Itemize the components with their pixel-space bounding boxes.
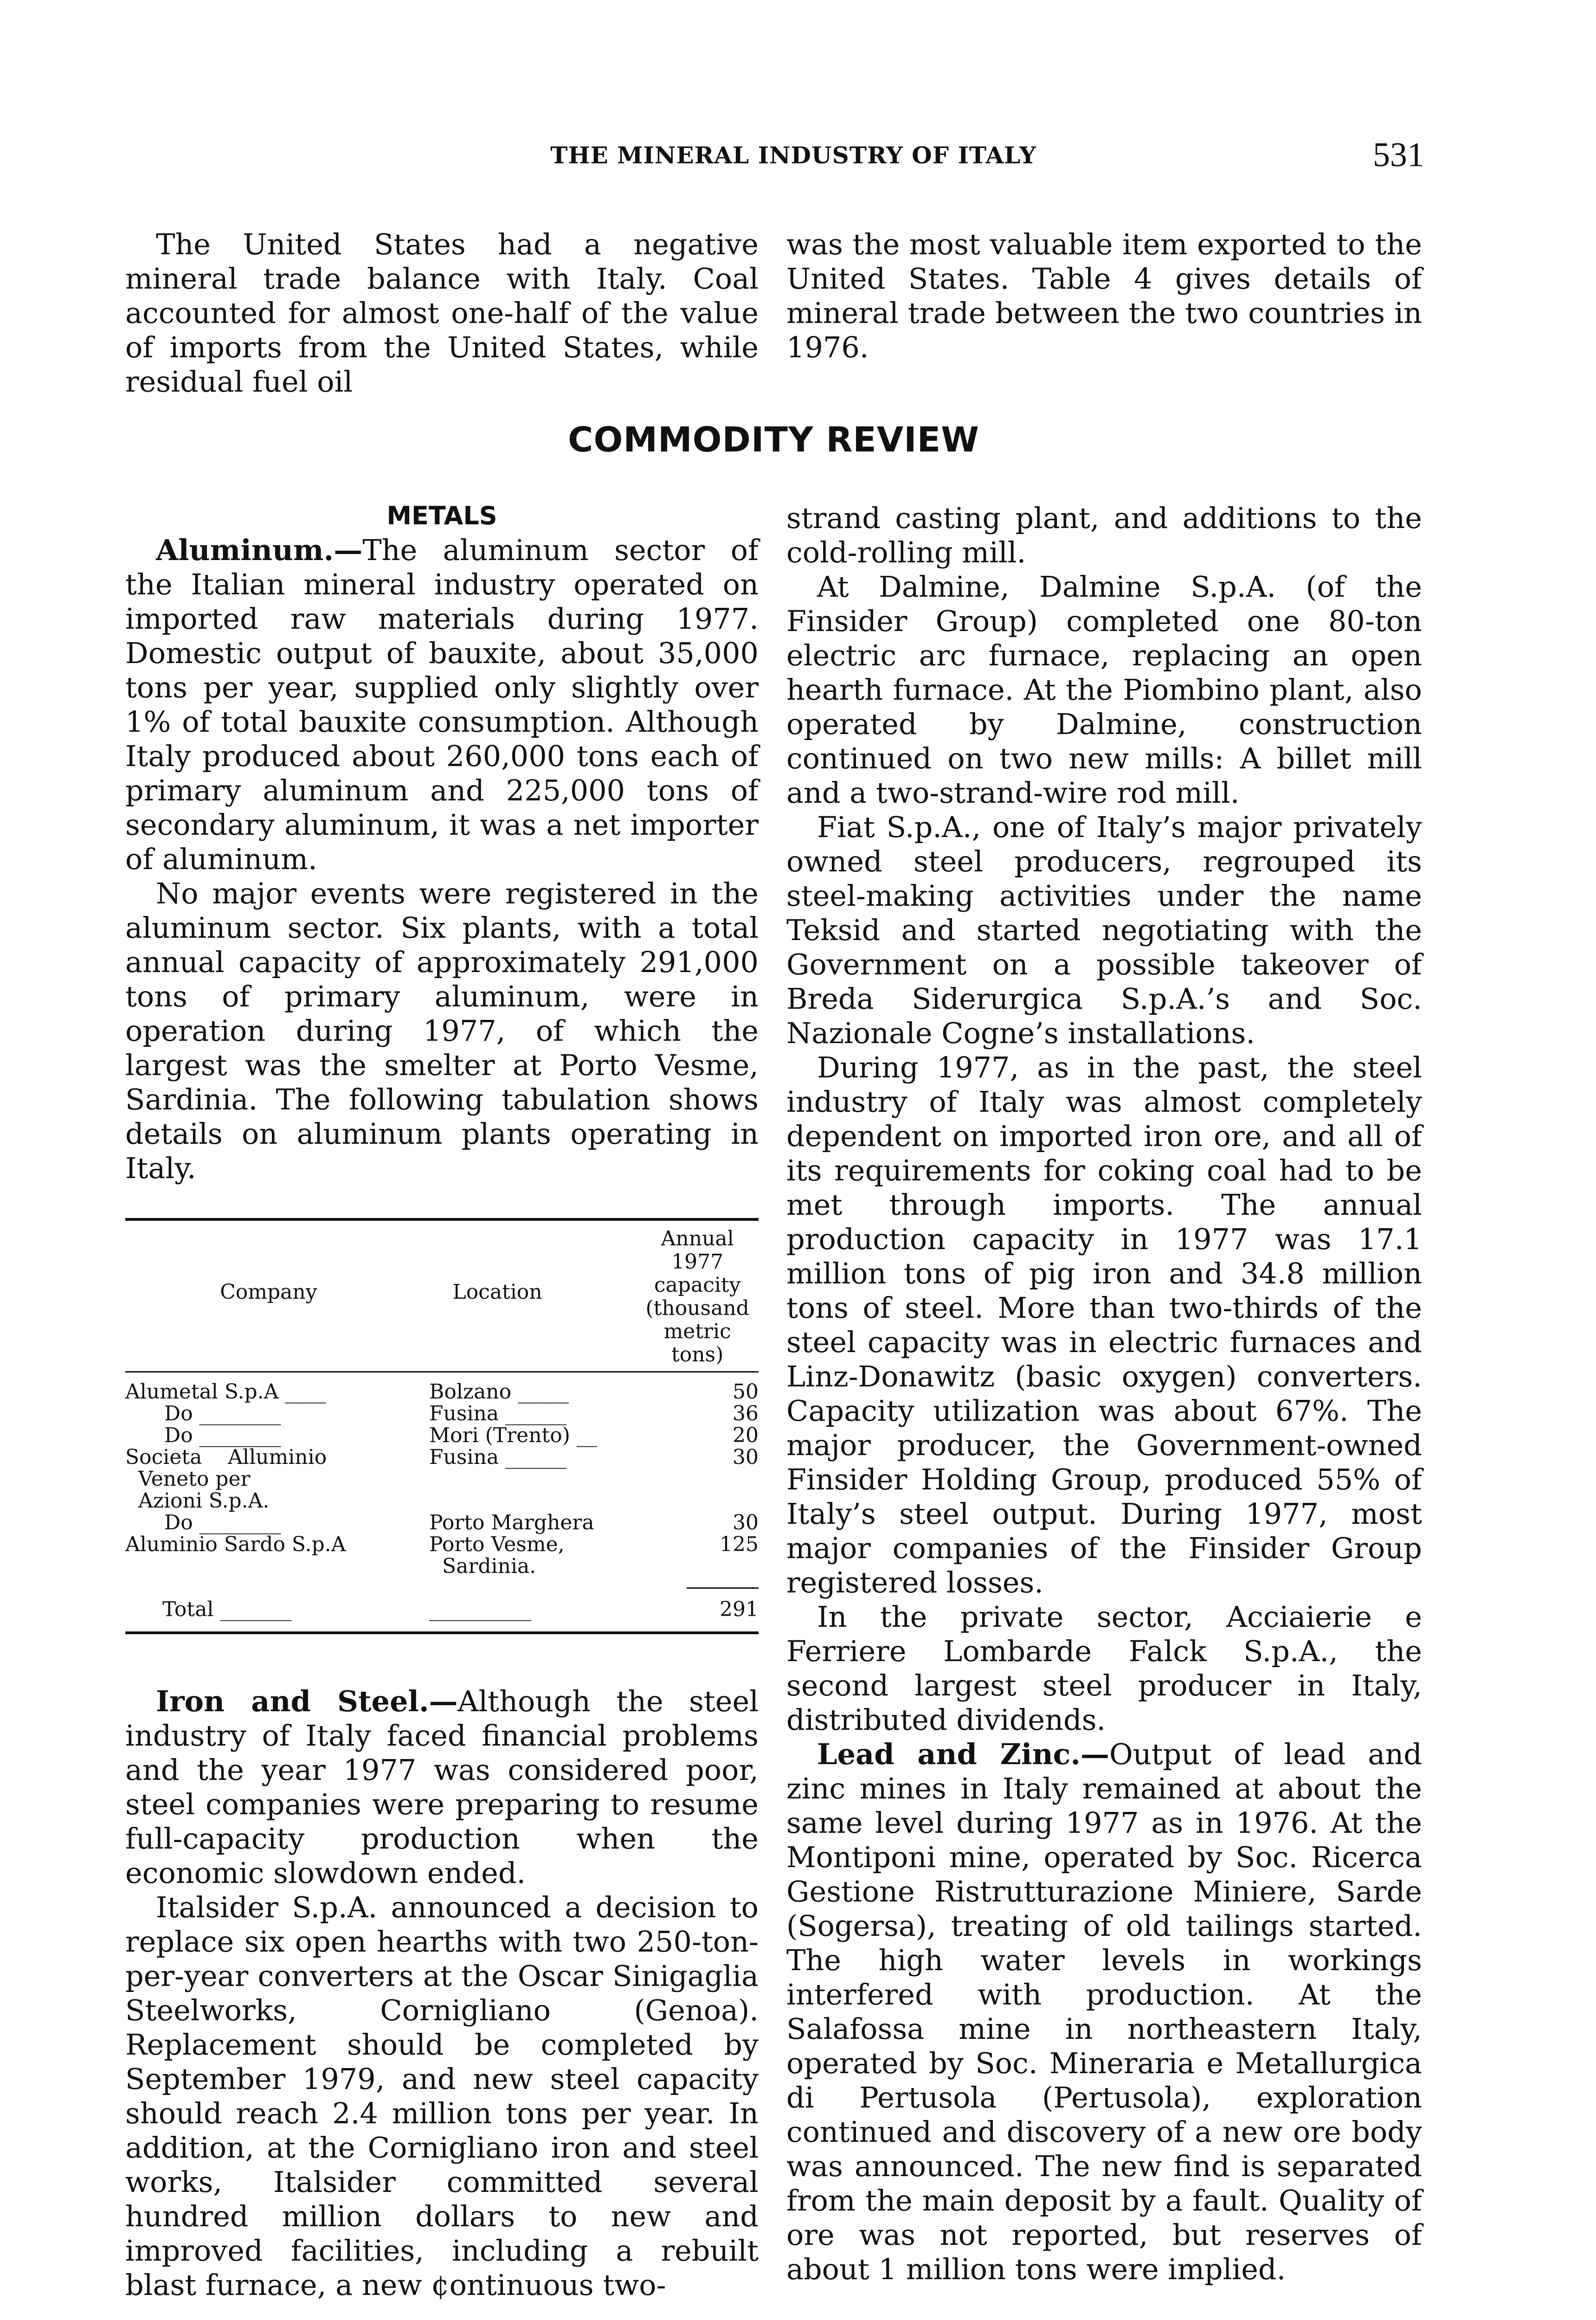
cell-location: Fusina ______: [429, 1445, 567, 1469]
aluminum-lead: Aluminum.—: [156, 533, 363, 567]
right-main-column: [786, 501, 1422, 2287]
cell-capacity: 30: [733, 1445, 759, 1469]
cell-location: Bolzano _____: [429, 1380, 569, 1404]
iron-steel-paragraph-1: [125, 1684, 759, 1890]
aluminum-paragraph-2: No major events were registered in the aluminum sector. Six plants, with a total annual capacity of approximately 291,000 tons of primary aluminum, were in operation during 1977, of which the largest was the smelter at Porto Vesme, Sardinia. The following tabulation shows details on aluminum plants operating in Italy.: [125, 876, 759, 1185]
cell-location: Porto Marghera: [429, 1511, 594, 1534]
table-row: [125, 1381, 759, 1403]
cell-company: Do ________: [125, 1424, 281, 1447]
table-row: [125, 1534, 759, 1577]
right-paragraph-1: At Dalmine, Dalmine S.p.A. (of the Finsider Group) completed one 80-ton electric arc furnace, replacing an open hearth furnace. At the Piombino plant, also operated by Dalmine, construction continued on two new mills: A billet mill and a two-strand-wire rod mill.: [786, 570, 1422, 810]
iron-steel-text-1: Although the steel industry of Italy faced financial problems and the year 1977 was considered poor, steel companies were preparing to resume full-capacity production when the economic slowdown ended.: [125, 1684, 759, 1890]
table-total-row: [125, 1598, 759, 1621]
left-main-column: [125, 499, 759, 1186]
cell-capacity: 20: [733, 1424, 759, 1447]
right-paragraph-3: During 1977, as in the past, the steel industry of Italy was almost completely dependent on imported iron ore, and all of its requirements for coking coal had to be met through imports. The annual production capacity in 1977 was 17.1 million tons of pig iron and 34.8 million tons of steel. More than two-thirds of the steel capacity was in electric furnaces and Linz-Donawitz (basic oxygen) converters. Capacity utilization was about 67%. The major producer, the Government-owned Finsider Holding Group, produced 55% of Italy’s steel output. During 1977, most major companies of the Finsider Group registered losses.: [786, 1050, 1422, 1599]
iron-steel-lead: Iron and Steel.—: [156, 1684, 458, 1718]
total-label: Total _______: [162, 1598, 292, 1621]
total-location: __________: [429, 1598, 531, 1621]
lead-zinc-text: Output of lead and zinc mines in Italy remained at about the same level during 1977 as in 1976. At the Montiponi mine, operated by Soc. Ricerca Gestione Ristrutturazione Miniere, Sarde (Sogersa), treating of old tailings started. The high water levels in workings interfered with production. At the Salafossa mine in northeastern Italy, operated by Soc. Mineraria e Metallurgica di Pertusola (Pertusola), exploration continued and discovery of a new ore body was announced. The new find is separated from the main deposit by a fault. Quality of ore was not reported, but reserves of about 1 million tons were implied.: [786, 1737, 1422, 2286]
running-head: THE MINERAL INDUSTRY OF ITALY: [550, 142, 1036, 169]
cell-capacity: 30: [733, 1511, 759, 1534]
right-paragraph-4: In the private sector, Acciaierie e Ferriere Lombarde Falck S.p.A., the second largest steel producer in Italy, distributed dividends.: [786, 1600, 1422, 1737]
cell-capacity: 50: [733, 1380, 759, 1404]
table-header: [125, 1221, 759, 1371]
aluminum-text-1: The aluminum sector of the Italian mineral industry operated on imported raw materials during 1977. Domestic output of bauxite, about 35,000 tons per year, supplied only slightly over 1% of total bauxite consumption. Although Italy produced about 260,000 tons each of primary aluminum and 225,000 tons of secondary aluminum, it was a net importer of aluminum.: [125, 533, 759, 876]
page-number: 531: [1373, 136, 1424, 174]
right-paragraph-0: strand casting plant, and additions to the cold-rolling mill.: [786, 501, 1422, 569]
total-rule: [687, 1587, 759, 1589]
cell-capacity: 36: [733, 1402, 759, 1425]
intro-paragraph-left: The United States had a negative mineral trade balance with Italy. Coal accounted for almost one-half of the value of imports from the United States, while residual fuel oil: [125, 227, 759, 399]
table-bottom-rule: [125, 1631, 759, 1634]
cell-location: Fusina ______: [429, 1402, 567, 1425]
cell-capacity: 125: [720, 1533, 759, 1556]
header-capacity-line: metric tons): [663, 1320, 731, 1366]
aluminum-plants-table: [125, 1218, 759, 1634]
cell-location: Mori (Trento) __: [429, 1424, 597, 1447]
table-row: [125, 1512, 759, 1534]
header-capacity-line: 1977: [671, 1250, 724, 1274]
left-lower-column: [125, 1684, 759, 2302]
total-value: 291: [720, 1598, 759, 1621]
header-capacity-line: capacity: [654, 1273, 741, 1297]
intro-paragraph-right: was the most valuable item exported to the United States. Table 4 gives details of mineral trade between the two countries in 1976.: [786, 227, 1422, 364]
header-location: Location: [452, 1280, 542, 1304]
table-row: [125, 1446, 759, 1512]
cell-company: Do ________: [125, 1511, 281, 1534]
cell-company: Societa Alluminio Veneto per Azioni S.p.A.: [125, 1445, 327, 1513]
table-row: [125, 1424, 759, 1446]
header-company: Company: [220, 1280, 317, 1304]
aluminum-paragraph-1: [125, 533, 759, 876]
header-capacity: [583, 1227, 759, 1366]
table-row: [125, 1403, 759, 1424]
lead-zinc-lead: Lead and Zinc.—: [817, 1737, 1109, 1771]
header-capacity-line: (thousand: [645, 1296, 749, 1320]
subsection-title: METALS: [386, 501, 497, 530]
iron-steel-paragraph-2: Italsider S.p.A. announced a decision to replace six open hearths with two 250-ton-per-year converters at the Oscar Sinigaglia Steelworks, Cornigliano (Genoa). Replacement should be completed by September 1979, and new steel capacity should reach 2.4 million tons per year. In addition, at the Cornigliano iron and steel works, Italsider committed several hundred million dollars to new and improved facilities, including a rebuilt blast furnace, a new ¢ontinuous two-: [125, 1890, 759, 2302]
cell-company: Aluminio Sardo S.p.A: [125, 1533, 346, 1556]
intro-right-column: [786, 227, 1422, 365]
table-body: [125, 1373, 759, 1577]
right-paragraph-2: Fiat S.p.A., one of Italy’s major privately owned steel producers, regrouped its steel-making activities under the name Teksid and started negotiating with the Government on a possible takeover of Breda Siderurgica S.p.A.’s and Soc. Nazionale Cogne’s installations.: [786, 810, 1422, 1050]
header-capacity-line: Annual: [661, 1227, 734, 1250]
lead-zinc-paragraph: [786, 1737, 1422, 2287]
cell-company: Do ________: [125, 1402, 281, 1425]
cell-company: Alumetal S.p.A ____: [125, 1380, 326, 1404]
cell-location: Porto Vesme, Sardinia.: [429, 1533, 565, 1578]
section-title: COMMODITY REVIEW: [568, 420, 979, 460]
intro-left-column: [125, 227, 759, 399]
